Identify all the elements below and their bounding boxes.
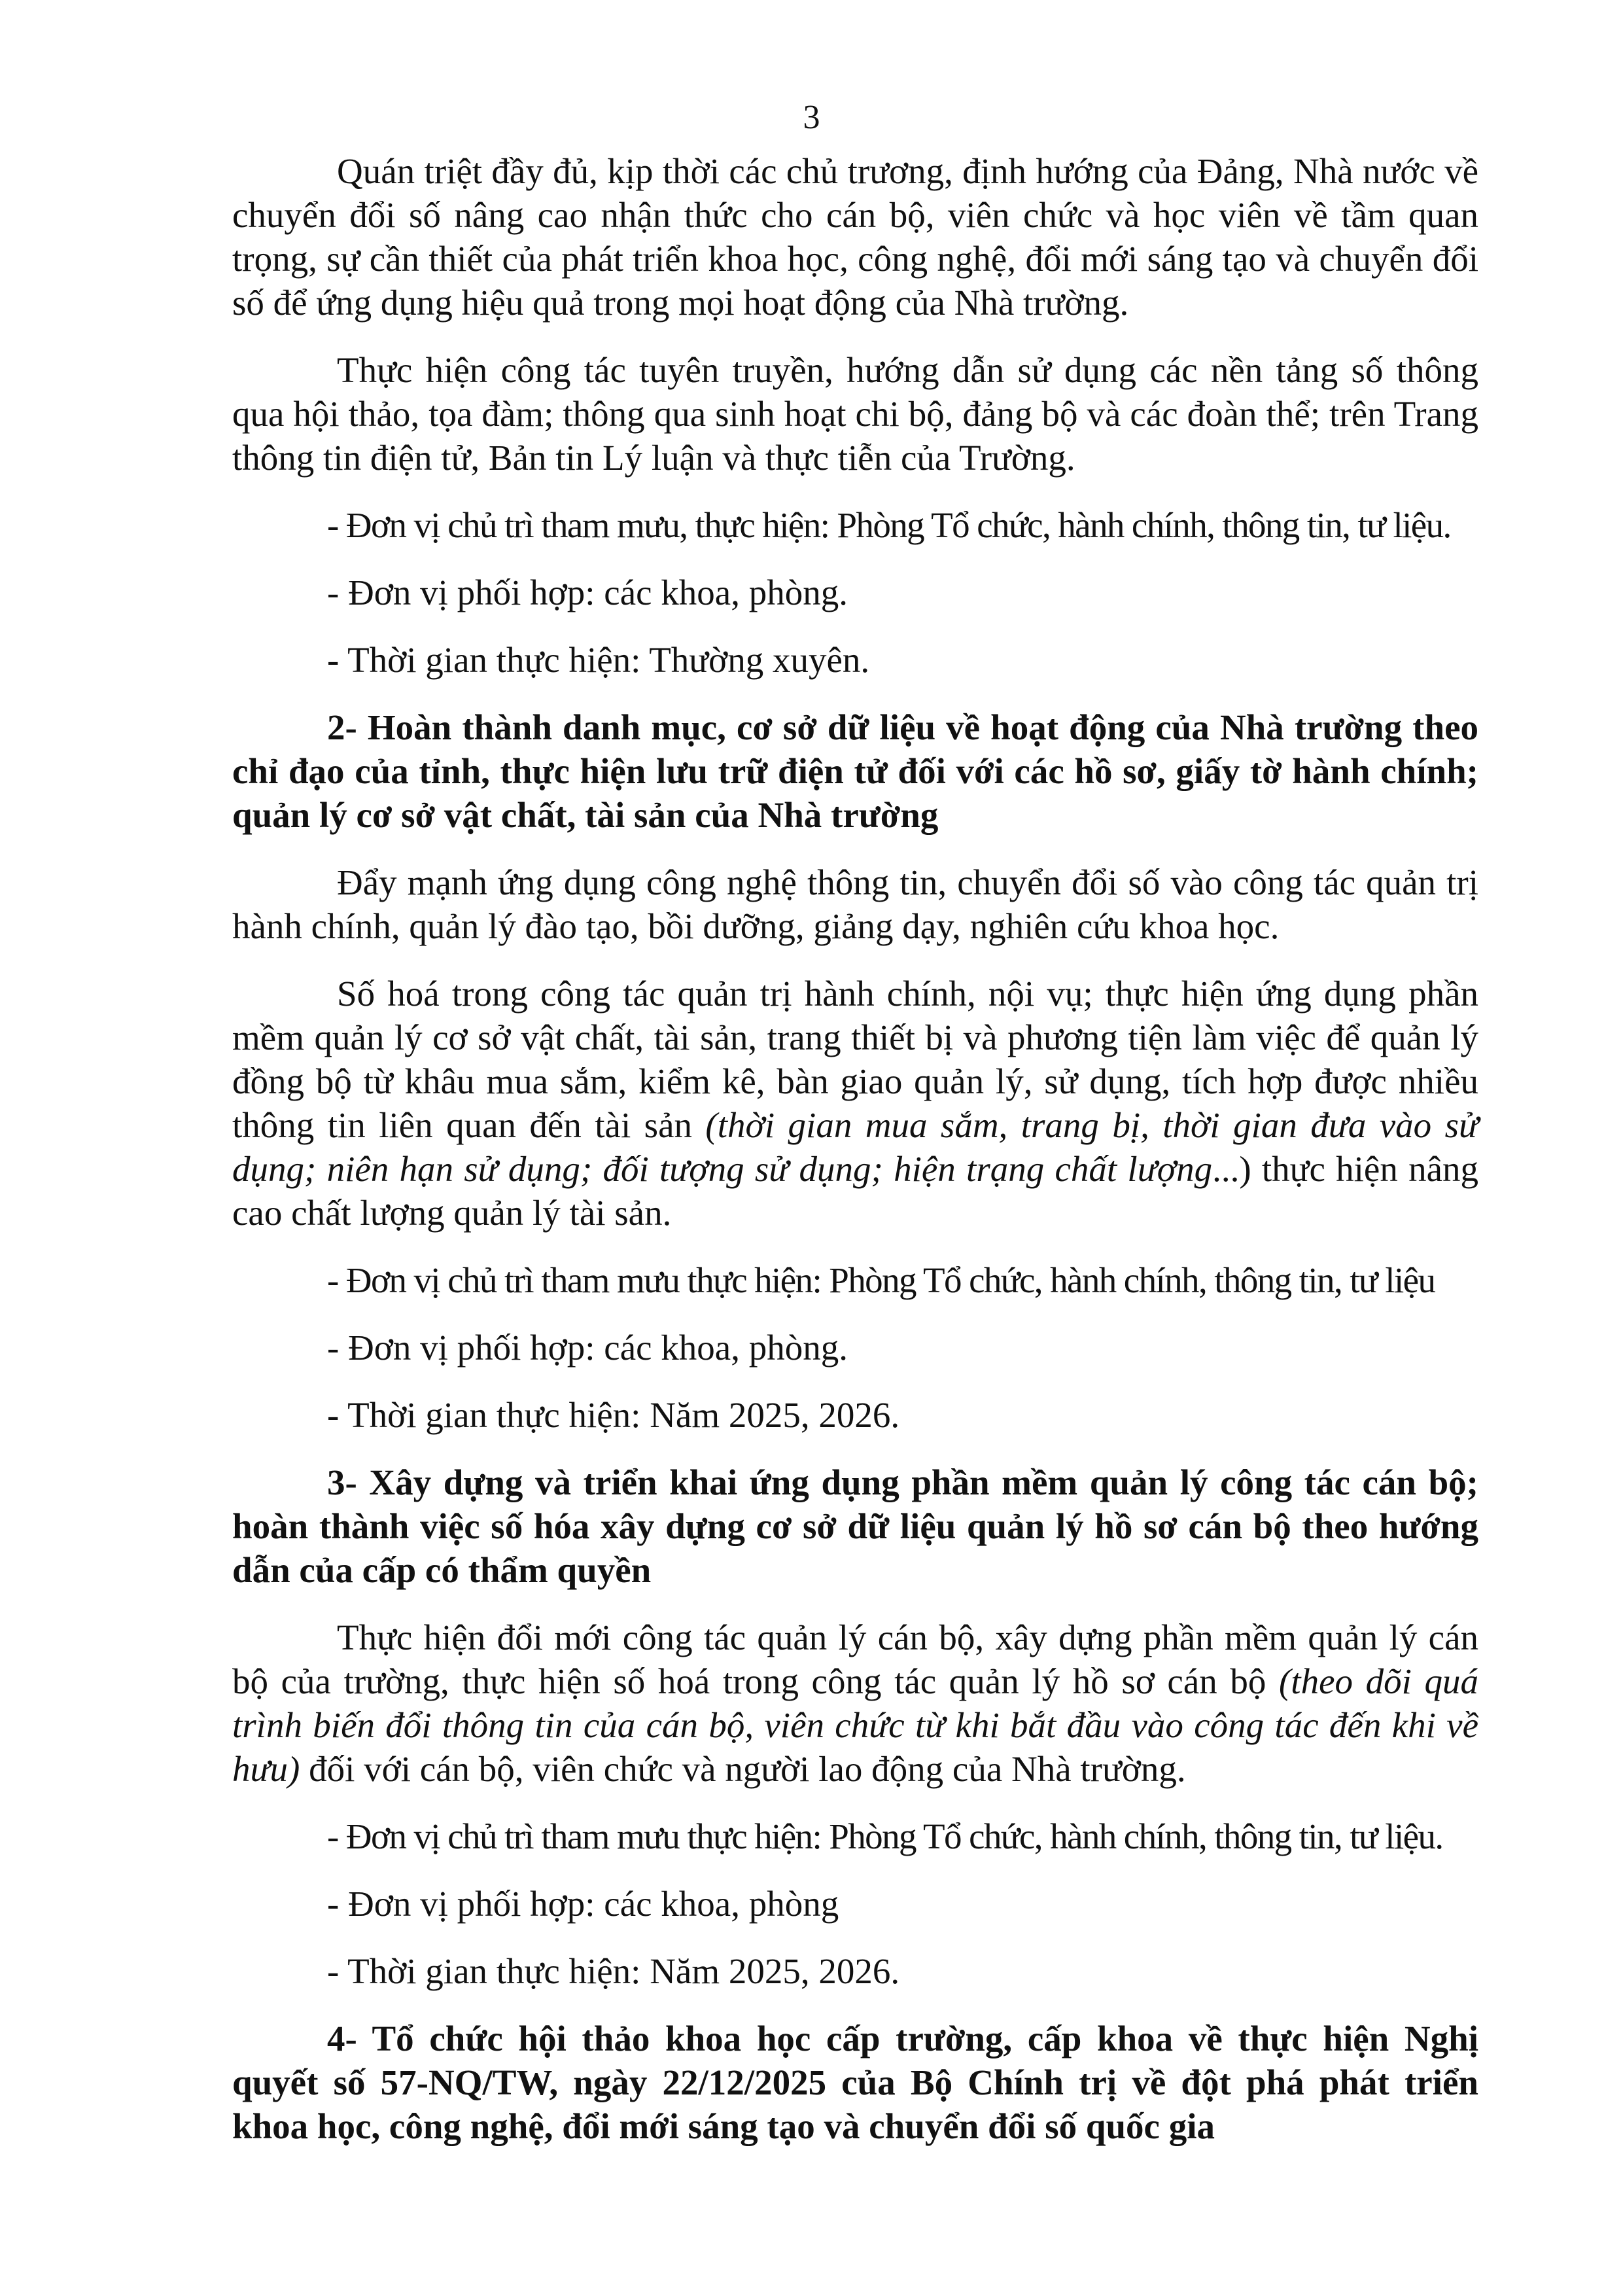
paragraph xyxy=(232,1616,1478,1791)
timeline-line: - Thời gian thực hiện: Năm 2025, 2026. xyxy=(327,1395,900,1435)
paragraph-text: ...) thực hiện nâng cao chất lượng quản lý tài sản. xyxy=(232,1149,1479,1233)
timeline-line: - Thời gian thực hiện: Năm 2025, 2026. xyxy=(327,1951,900,1991)
section-heading-4: 4- Tổ chức hội thảo khoa học cấp trường, cấp khoa về thực hiện Nghị quyết số 57-NQ/TW, ngày 22/12/2025 của Bộ Chính trị về đột phá phát triển khoa học, công nghệ, đổi mới sáng tạo và chuyển đổi số quốc gia xyxy=(232,2019,1478,2146)
lead-unit-line: - Đơn vị chủ trì tham mưu thực hiện: Phòng Tổ chức, hành chính, thông tin, tư liệu xyxy=(327,1260,1435,1300)
section-heading-2: 2- Hoàn thành danh mục, cơ sở dữ liệu về hoạt động của Nhà trường theo chỉ đạo của tỉnh, thực hiện lưu trữ điện tử đối với các hồ sơ, giấy tờ hành chính; quản lý cơ sở vật chất, tài sản của Nhà trường xyxy=(232,707,1478,835)
paragraph-italic-text: (thời gian mua sắm, trang bị, thời gian đưa vào sử dụng; niên hạn sử dụng; đối tượng sử dụng; hiện trạng chất lượng xyxy=(232,1105,1478,1189)
cooperating-unit-line: - Đơn vị phối hợp: các khoa, phòng xyxy=(327,1884,839,1924)
paragraph xyxy=(232,972,1478,1235)
page-number: 3 xyxy=(803,99,820,136)
paragraph-italic-text: (theo dõi quá trình biến đổi thông tin của cán bộ, viên chức từ khi bắt đầu vào công tác đến khi về hưu) xyxy=(232,1661,1478,1789)
lead-unit-line: - Đơn vị chủ trì tham mưu thực hiện: Phòng Tổ chức, hành chính, thông tin, tư liệu. xyxy=(327,1816,1443,1856)
paragraph: Quán triệt đầy đủ, kịp thời các chủ trương, định hướng của Đảng, Nhà nước về chuyển đổi số nâng cao nhận thức cho cán bộ, viên chức và học viên về tầm quan trọng, sự cần thiết của phát triển khoa học, công nghệ, đổi mới sáng tạo và chuyển đổi số để ứng dụng hiệu quả trong mọi hoạt động của Nhà trường. xyxy=(232,151,1478,323)
cooperating-unit-line: - Đơn vị phối hợp: các khoa, phòng. xyxy=(327,573,848,612)
paragraph: Thực hiện công tác tuyên truyền, hướng dẫn sử dụng các nền tảng số thông qua hội thảo, tọa đàm; thông qua sinh hoạt chi bộ, đảng bộ và các đoàn thể; trên Trang thông tin điện tử, Bản tin Lý luận và thực tiễn của Trường. xyxy=(232,350,1478,478)
paragraph-text: Số hoá trong công tác quản trị hành chính, nội vụ; thực hiện ứng dụng phần mềm quản lý cơ sở vật chất, tài sản, trang thiết bị và phương tiện làm việc để quản lý đồng bộ từ khâu mua sắm, kiểm kê, bàn giao quản lý, sử dụng, tích hợp được nhiều thông tin liên quan đến tài sản xyxy=(232,974,1478,1145)
paragraph: Đẩy mạnh ứng dụng công nghệ thông tin, chuyển đổi số vào công tác quản trị hành chính, quản lý đào tạo, bồi dưỡng, giảng dạy, nghiên cứu khoa học. xyxy=(232,862,1478,946)
paragraph-text: đối với cán bộ, viên chức và người lao động của Nhà trường. xyxy=(300,1749,1186,1789)
section-heading-3: 3- Xây dựng và triển khai ứng dụng phần mềm quản lý công tác cán bộ; hoàn thành việc số hóa xây dựng cơ sở dữ liệu quản lý hồ sơ cán bộ theo hướng dẫn của cấp có thẩm quyền xyxy=(232,1462,1478,1590)
lead-unit-line: - Đơn vị chủ trì tham mưu, thực hiện: Phòng Tổ chức, hành chính, thông tin, tư liệu. xyxy=(327,505,1451,545)
cooperating-unit-line: - Đơn vị phối hợp: các khoa, phòng. xyxy=(327,1328,848,1368)
document-body xyxy=(232,149,1478,2172)
paragraph-text: Thực hiện đổi mới công tác quản lý cán bộ, xây dựng phần mềm quản lý cán bộ của trường, thực hiện số hoá trong công tác quản lý hồ sơ cán bộ xyxy=(232,1617,1478,1701)
timeline-line: - Thời gian thực hiện: Thường xuyên. xyxy=(327,640,870,680)
